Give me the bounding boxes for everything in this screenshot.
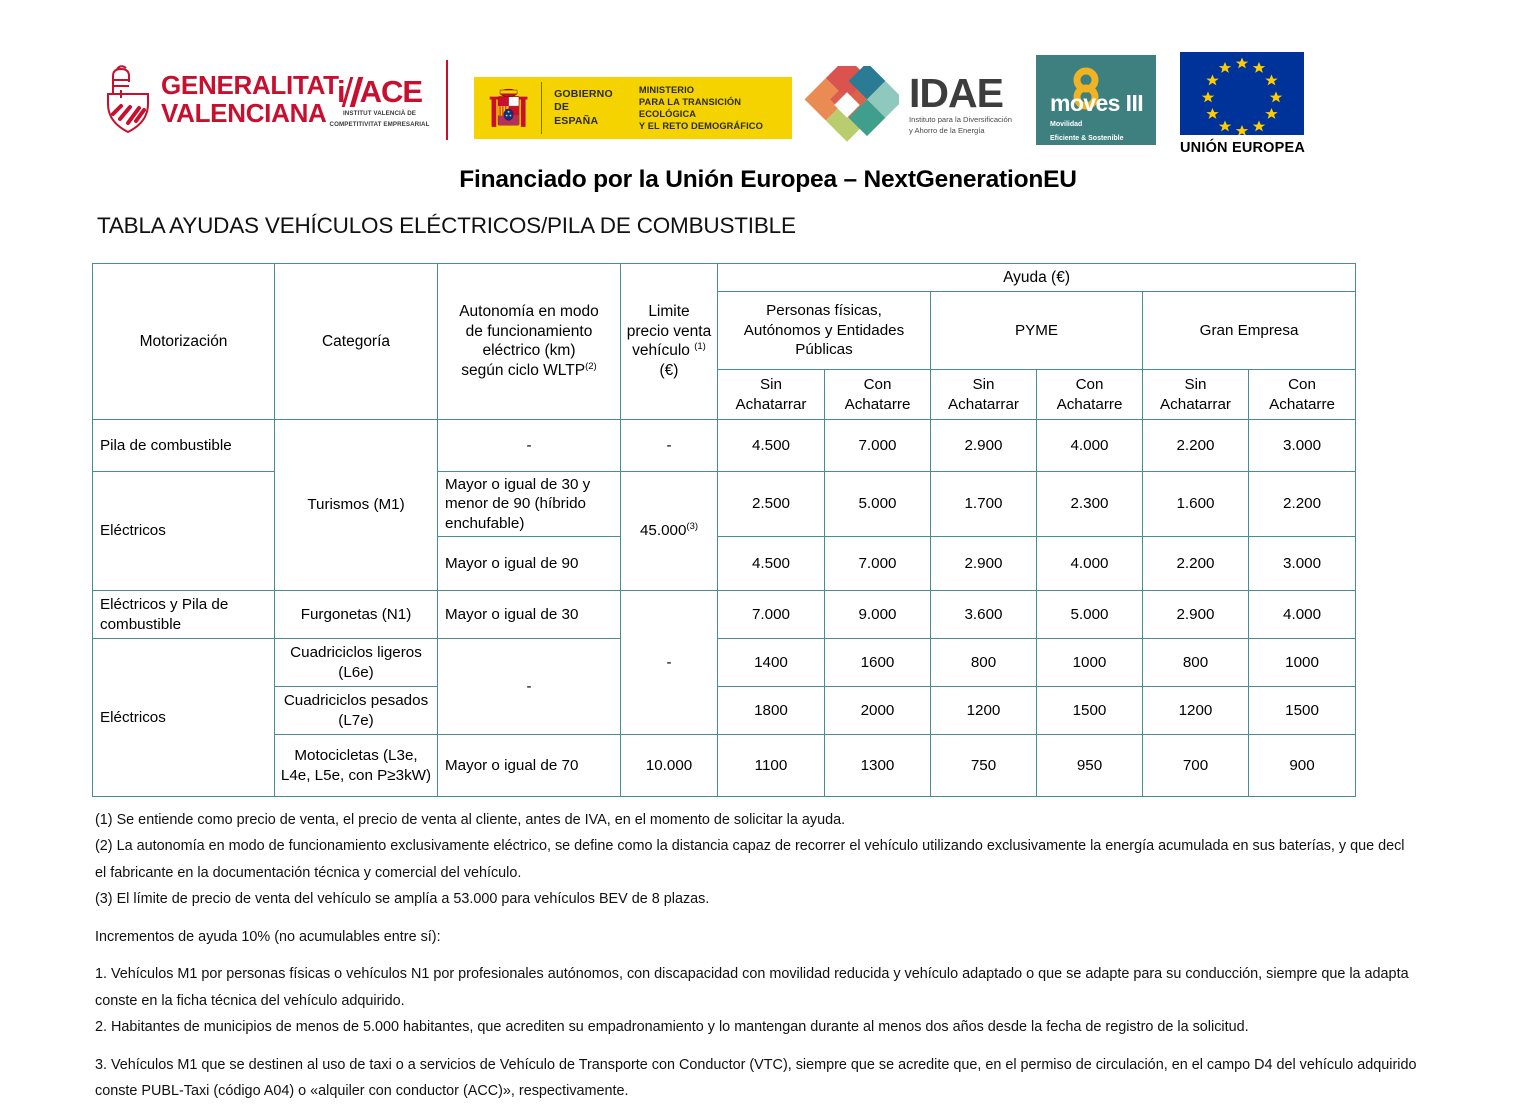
header-con-achatarre-1 [825, 370, 931, 420]
cell-value: 7.000 [718, 591, 825, 639]
ministerio-text-block [639, 84, 792, 132]
generalitat-line1: GENERALITAT [161, 69, 339, 100]
footnotes-block [95, 810, 1536, 1108]
cell-autonomia: Mayor o igual de 30 y menor de 90 (híbrido enchufable) [438, 472, 621, 537]
logo-ivace [322, 76, 437, 129]
page-title: TABLA AYUDAS VEHÍCULOS ELÉCTRICOS/PILA DE COMBUSTIBLE [97, 213, 796, 238]
footnote-2-line2: el fabricante en la documentación técnica y comercial del vehículo. [95, 864, 522, 881]
header-sin-l1-a: Sin [760, 376, 782, 394]
cell-motorizacion: Eléctricos [93, 639, 275, 797]
header-autonomia-l1: Autonomía en modo [459, 302, 599, 320]
idae-interlocking-squares-icon [795, 66, 899, 144]
increments-title: Incrementos de ayuda 10% (no acumulables entre sí): [95, 928, 441, 945]
cell-value: 4.000 [1249, 591, 1356, 639]
cell-value: 4.500 [718, 537, 825, 591]
cell-value: 900 [1249, 735, 1356, 797]
header-autonomia-l2: de funcionamiento [465, 322, 593, 340]
generalitat-line2: VALENCIANA [161, 98, 327, 128]
header-limite-precio [621, 264, 718, 420]
cell-limite-value: 45.000 [639, 522, 687, 540]
table-row [93, 687, 1356, 735]
cell-autonomia: Mayor o igual de 30 [438, 591, 621, 639]
header-sin-l1-b: Sin [972, 376, 995, 394]
header-con-achatarre-3 [1249, 370, 1356, 420]
cell-categoria: Furgonetas (N1) [275, 591, 438, 639]
increment-3-line1: 3. Vehículos M1 que se destinen al uso de taxi o a servicios de Vehículo de Transporte con Conductor (VTC), siempre que se acredite que, en el permiso de circulación, en el campo D4 del vehículo adquirido [95, 1056, 1417, 1073]
cell-value: 800 [931, 639, 1037, 687]
cell-value: 1500 [1249, 687, 1356, 735]
logo-generalitat-valenciana [105, 64, 339, 134]
cell-autonomia: - [438, 639, 621, 735]
cell-value: 4.500 [718, 420, 825, 472]
cell-value: 2.200 [1249, 472, 1356, 537]
header-sin-l2-b: Achatarrar [948, 395, 1019, 413]
funding-statement: Financiado por la Unión Europea – NextGenerationEU [459, 166, 1077, 193]
cell-value: 5.000 [825, 472, 931, 537]
idae-subtitle-line2: y Ahorro de la Energía [909, 126, 985, 136]
header-sin-achatarrar-3 [1143, 370, 1249, 420]
idae-wordmark [909, 69, 1012, 137]
header-group-pyme: PYME [931, 292, 1143, 370]
cell-value: 1600 [825, 639, 931, 687]
header-con-l1-b: Con [1075, 376, 1104, 394]
moves-wordmark: moves III [1050, 90, 1144, 116]
cell-value: 2.300 [1037, 472, 1143, 537]
table-row [93, 639, 1356, 687]
header-sin-l1-c: Sin [1184, 376, 1207, 394]
table-row [93, 420, 1356, 472]
ministerio-line3: Y EL RETO DEMOGRÁFICO [638, 121, 763, 132]
cell-autonomia: Mayor o igual de 70 [438, 735, 621, 797]
cell-value: 3.000 [1249, 420, 1356, 472]
footnotes-spacer-3 [95, 1044, 1536, 1055]
header-limite-l4: (€) [659, 362, 679, 380]
cell-value: 1.600 [1143, 472, 1249, 537]
cell-value: 1100 [718, 735, 825, 797]
header-personas-l1: Personas físicas, [766, 302, 882, 320]
cell-value: 2.500 [718, 472, 825, 537]
cell-value: 2.200 [1143, 420, 1249, 472]
header-personas-l3: Públicas [795, 341, 853, 359]
moves-subtitle-line2: Eficiente & Sostenible [1050, 135, 1124, 143]
cell-value: 1400 [718, 639, 825, 687]
idae-word: IDAE [909, 69, 1003, 116]
cell-value: 1300 [825, 735, 931, 797]
spain-coat-of-arms-icon [484, 82, 533, 134]
ivace-subtitle-line2: COMPETITIVITAT EMPRESARIAL [329, 120, 430, 128]
footnote-2-line1: (2) La autonomía en modo de funcionamiento exclusivamente eléctrico, se define como la distancia capaz de recorrer el vehículo utilizando exclusivamente la energía acumulada en sus baterías, y que decl [95, 838, 1405, 855]
header-con-l2-a: Achatarre [844, 395, 911, 413]
cell-value: 4.000 [1037, 420, 1143, 472]
cell-motorizacion: Eléctricos y Pila de combustible [93, 591, 275, 639]
cell-categoria: Motocicletas (L3e, L4e, L5e, con P≥3kW) [275, 735, 438, 797]
cell-categoria: Cuadriciclos ligeros (L6e) [275, 639, 438, 687]
increment-3-line2: conste PUBL-Taxi (código A04) o «alquiler con conductor (ACC)», respectivamente. [95, 1083, 629, 1100]
footnote-1: (1) Se entiende como precio de venta, el precio de venta al cliente, antes de IVA, en el momento de solicitar la ayuda. [95, 812, 846, 828]
header-limite-l3 [625, 341, 713, 361]
ministerio-line2: PARA LA TRANSICIÓN ECOLÓGICA [638, 96, 742, 119]
cell-autonomia: Mayor o igual de 90 [438, 537, 621, 591]
generalitat-shield-icon [105, 64, 151, 134]
gobierno-separator [541, 82, 542, 134]
cell-value: 1000 [1249, 639, 1356, 687]
cell-value: 1500 [1037, 687, 1143, 735]
cell-value: 4.000 [1037, 537, 1143, 591]
cell-value: 7.000 [825, 537, 931, 591]
footnotes-spacer [95, 916, 1536, 927]
cell-value: 2.900 [1143, 591, 1249, 639]
header-limite-footnote-ref: (1) [694, 341, 706, 353]
ivace-subtitle-line1: INSTITUT VALENCIÀ DE [342, 110, 417, 117]
cell-value: 700 [1143, 735, 1249, 797]
gobierno-line1: GOBIERNO [554, 88, 613, 101]
logo-union-europea [1180, 52, 1305, 156]
cell-categoria: Cuadriciclos pesados (L7e) [275, 687, 438, 735]
cell-limite [621, 472, 718, 591]
cell-motorizacion: Pila de combustible [93, 420, 275, 472]
header-sin-achatarrar-1 [718, 370, 825, 420]
logo-gobierno-de-espana [474, 77, 792, 139]
aid-table [92, 263, 1356, 797]
cell-value: 800 [1143, 639, 1249, 687]
cell-value: 750 [931, 735, 1037, 797]
header-con-l2-b: Achatarre [1056, 395, 1123, 413]
gobierno-text-block [554, 88, 613, 127]
logo-moves-iii [1036, 55, 1156, 145]
table-row [93, 591, 1356, 639]
increment-1-line1: 1. Vehículos M1 por personas físicas o vehículos N1 por profesionales autónomos, con discapacidad con movilidad reducida y vehículo adaptado o que se adapte para su conducción, siempre que la adapta [95, 966, 1409, 983]
header-sin-l2-a: Achatarrar [735, 395, 807, 413]
logo-idae [795, 66, 1012, 144]
cell-categoria: Turismos (M1) [275, 420, 438, 591]
moves-subtitle-line1: Movilidad [1050, 121, 1083, 128]
cell-limite: - [621, 591, 718, 735]
header-motorizacion: Motorización [93, 264, 275, 420]
cell-value: 1200 [931, 687, 1037, 735]
ministerio-line1: MINISTERIO [638, 84, 695, 95]
cell-value: 3.000 [1249, 537, 1356, 591]
gobierno-line2: DE ESPAÑA [554, 101, 599, 127]
increment-1-line2: conste en la ficha técnica del vehículo adquirido. [95, 992, 405, 1009]
cell-autonomia: - [438, 420, 621, 472]
cell-limite: 10.000 [621, 735, 718, 797]
cell-value: 1800 [718, 687, 825, 735]
header-autonomia-wltp: según ciclo WLTP [461, 362, 586, 380]
footnotes-spacer-2 [95, 953, 1536, 964]
cell-motorizacion: Eléctricos [93, 472, 275, 591]
header-autonomia [438, 264, 621, 420]
header-con-l1-a: Con [863, 376, 892, 394]
header-con-l2-c: Achatarre [1269, 395, 1335, 413]
header-divider [446, 60, 448, 140]
generalitat-wordmark [161, 71, 339, 127]
cell-value: 7.000 [825, 420, 931, 472]
cell-value: 2.200 [1143, 537, 1249, 591]
header-categoria: Categoría [275, 264, 438, 420]
cell-value: 950 [1037, 735, 1143, 797]
header-logo-bar [0, 0, 1536, 156]
table-header-row-ayuda [93, 264, 1356, 292]
header-sin-achatarrar-2 [931, 370, 1037, 420]
table-row [93, 735, 1356, 797]
header-con-l1-c: Con [1288, 376, 1316, 394]
header-personas-l2: Autónomos y Entidades [743, 321, 905, 339]
header-con-achatarre-2 [1037, 370, 1143, 420]
cell-value: 2.900 [931, 420, 1037, 472]
eu-flag-icon [1180, 52, 1304, 135]
cell-value: 2000 [825, 687, 931, 735]
ivace-wordmark: i ACE [336, 74, 423, 109]
idae-subtitle-line1: Instituto para la Diversificación [909, 114, 1012, 124]
cell-value: 2.900 [931, 537, 1037, 591]
cell-value: 1200 [1143, 687, 1249, 735]
header-limite-l2: precio venta [626, 322, 712, 340]
cell-limite-footnote-ref: (3) [686, 521, 699, 533]
cell-value: 3.600 [931, 591, 1037, 639]
cell-limite: - [621, 420, 718, 472]
cell-value: 5.000 [1037, 591, 1143, 639]
cell-value: 1000 [1037, 639, 1143, 687]
header-sin-l2-c: Achatarrar [1160, 395, 1231, 413]
header-group-gran-empresa: Gran Empresa [1143, 292, 1356, 370]
header-limite-vehiculo: vehículo [632, 342, 690, 360]
cell-value: 9.000 [825, 591, 931, 639]
header-autonomia-l3: eléctrico (km) [482, 342, 576, 360]
header-ayuda: Ayuda (€) [718, 264, 1356, 292]
header-autonomia-l4 [442, 361, 616, 381]
eu-caption: UNIÓN EUROPEA [1180, 140, 1306, 156]
header-autonomia-footnote-ref: (2) [585, 361, 597, 373]
aid-table-container [92, 263, 1355, 797]
header-limite-l1: Limite [648, 302, 690, 320]
footnote-3: (3) El límite de precio de venta del vehículo se amplía a 53.000 para vehículos BEV de 8 plazas. [95, 891, 710, 908]
cell-value: 1.700 [931, 472, 1037, 537]
header-group-personas-fisicas [718, 292, 931, 370]
increment-2: 2. Habitantes de municipios de menos de 5.000 habitantes, que acrediten su empadronamiento y lo mantengan durante al menos dos años desde la fecha de registro de la solicitud. [95, 1019, 1249, 1036]
